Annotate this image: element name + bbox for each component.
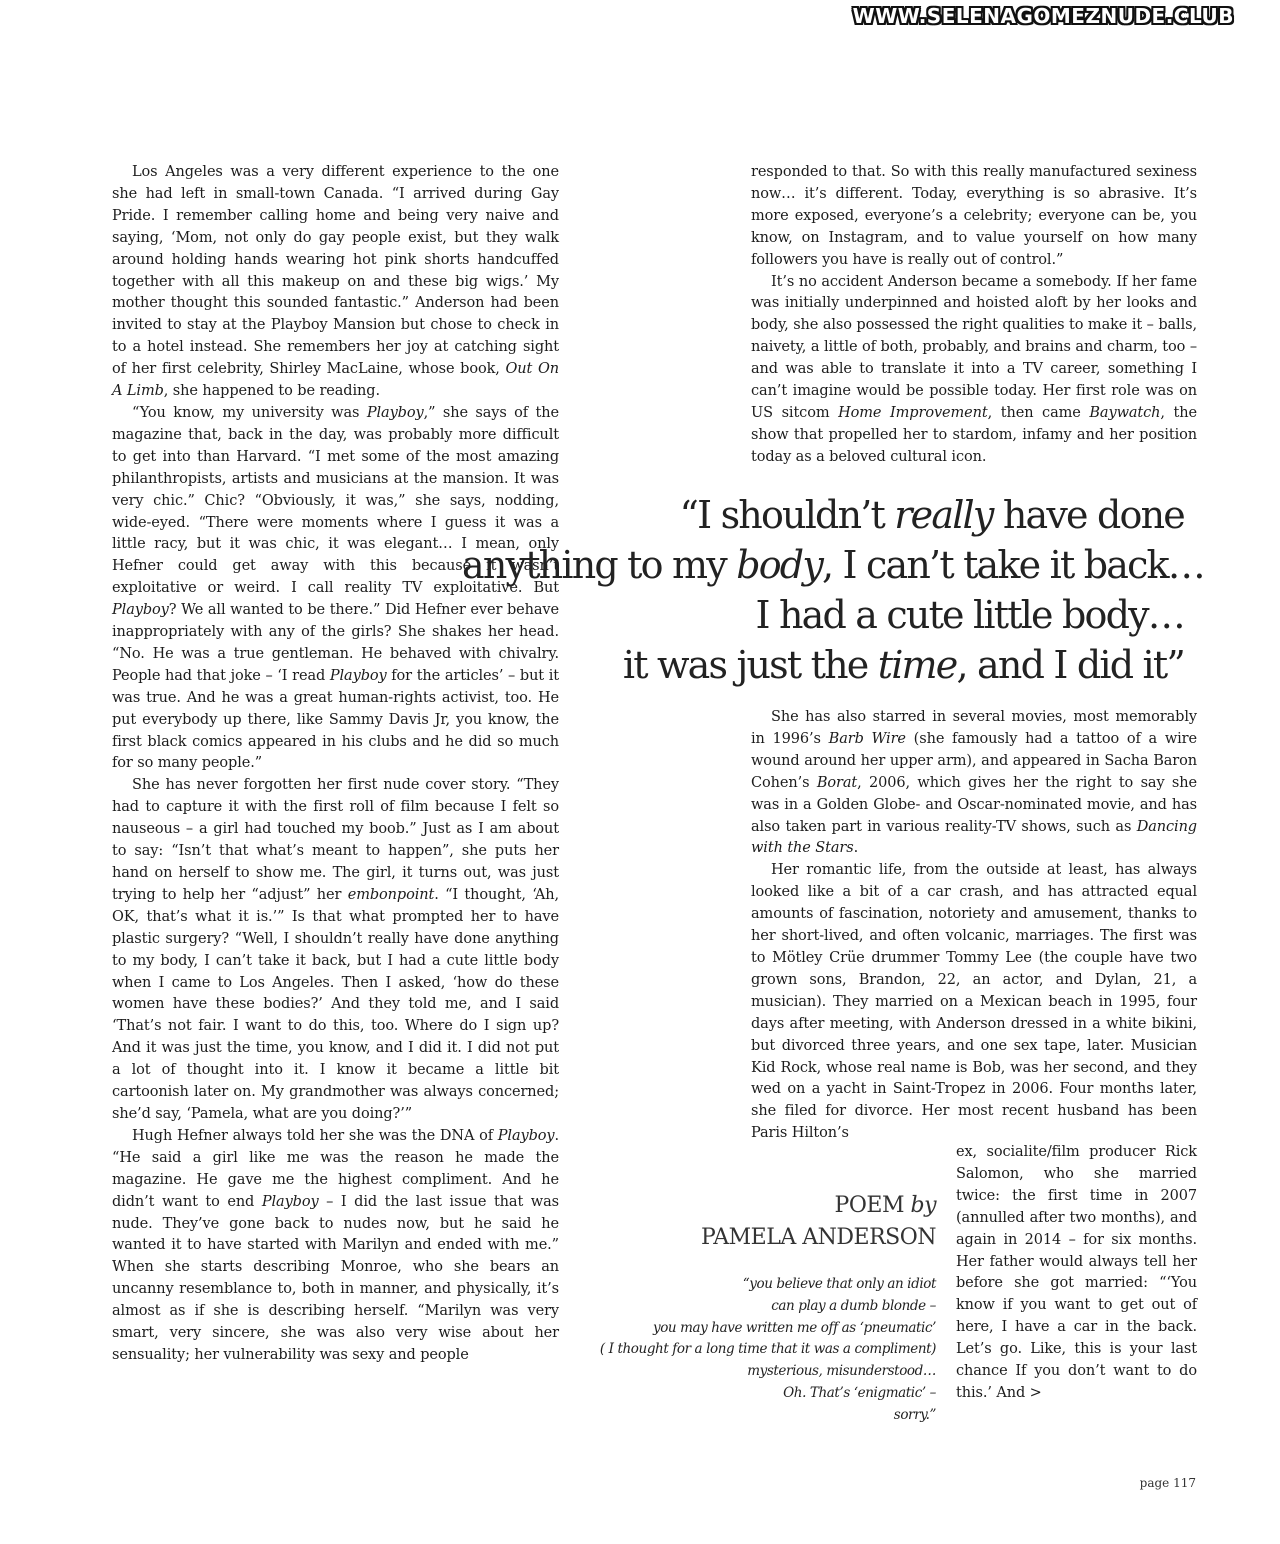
article-paragraph: “You know, my university was Playboy,” she says of the magazine that, back in the day, was probably more difficult to get into than Harvard. “I met some of the most amazing philanthropists, artists and musicians at the mansion. It was very chic.” Chic? “Obviously, it was,” she says, nodding, wide-eyed. “There were moments where I guess it was a little racy, but it was chic, it was elegant… I mean, only Hefner could get away with this because it wasn’t exploitative or weird. I call reality TV exploitative. But Playboy? We all wanted to be there.” Did Hefner ever behave inappropriately with any of the girls? She shakes her head. “No. He was a true gentleman. He behaved with chivalry. People had that joke – ‘I read Playboy for the articles’ – but it was true. And he was a great human-rights activist, too. He put everybody up there, like Sammy Davis Jr, you know, the first black comics appeared in his clubs and he did so much for so many people.” <box>112 404 559 772</box>
article-right-narrow-column <box>956 1142 1197 1405</box>
pull-quote <box>462 490 1204 690</box>
poem-line: you may have written me off as ‘pneumatic’ <box>652 1319 936 1336</box>
article-paragraph: She has also starred in several movies, most memorably in 1996’s Barb Wire (she famously had a tattoo of a wire wound around her upper arm), and appeared in Sacha Baron Cohen’s Borat, 2006, which gives her the right to say she was in a Golden Globe- and Oscar-nominated movie, and has also taken part in various reality-TV shows, such as Dancing with the Stars. <box>751 709 1197 857</box>
article-paragraph: It’s no accident Anderson became a somebody. If her fame was initially underpinned and hoisted aloft by her looks and body, she also possessed the right qualities to make it – balls, naivety, a little of both, probably, and brains and charm, too – and was able to translate it into a TV career, something I can’t imagine would be possible today. Her first role was on US sitcom Home Improvement, then came Baywatch, the show that propelled her to stardom, infamy and her position today as a beloved cultural icon. <box>751 273 1197 465</box>
poem-line: can play a dumb blonde – <box>771 1297 936 1314</box>
poem-line: sorry.” <box>893 1406 936 1423</box>
page-number: page 117 <box>1139 1476 1196 1490</box>
pull-quote-line: I had a cute little body… <box>755 593 1184 637</box>
article-paragraph: responded to that. So with this really manufactured sexiness now… it’s different. Today, everything is so abrasive. It’s more exposed, everyone’s a celebrity; everyone can be, you know, on Instagram, and to value yourself on how many followers you have is really out of control.” <box>751 164 1197 268</box>
article-paragraph: Her romantic life, from the outside at least, has always looked like a bit of a car crash, and has attracted equal amounts of fascination, notoriety and amusement, thanks to her short-lived, and often volcanic, marriages. The first was to Mötley Crüe drummer Tommy Lee (the couple have two grown sons, Brandon, 22, an actor, and Dylan, 21, a musician). They married on a Mexican beach in 1995, four days after meeting, with Anderson dressed in a white bikini, but divorced three years, and one sex tape, later. Musician Kid Rock, whose real name is Bob, was her second, and they wed on a yacht in Saint-Tropez in 2006. Four months later, she filed for divorce. Her most recent husband has been Paris Hilton’s <box>751 862 1197 1142</box>
poem-line: “you believe that only an idiot <box>742 1276 936 1292</box>
poem-text <box>560 1274 936 1427</box>
poem-line: ( I thought for a long time that it was a compliment) <box>599 1341 936 1358</box>
poem-heading <box>640 1190 936 1254</box>
article-paragraph: She has never forgotten her first nude cover story. “They had to capture it with the first roll of film because I felt so nauseous – a girl had touched my boob.” Just as I am about to say: “Isn’t that what’s meant to happen”, she puts her hand on herself to show me. The girl, it turns out, was just trying to help her “adjust” her embonpoint. “I thought, ‘Ah, OK, that’s what it is.’” Is that what prompted her to have plastic surgery? “Well, I shouldn’t really have done anything to my body, I can’t take it back, but I had a cute little body when I came to Los Angeles. Then I asked, ‘how do these women have these bodies?’ And they told me, and I said ‘That’s not fair. I want to do this, too. Where do I sign up? And it was just the time, you know, and I did it. I did not put a lot of thought into it. I know it became a little bit cartoonish later on. My grandmother was always concerned; she’d say, ‘Pamela, what are you doing?’” <box>112 777 559 1122</box>
poem-line: Oh. That’s ‘enigmatic’ – <box>783 1384 936 1401</box>
poem-author: PAMELA ANDERSON <box>700 1225 936 1250</box>
poem-title-line <box>640 1190 936 1222</box>
article-right-column-top <box>751 162 1197 469</box>
poem-by: by <box>910 1193 936 1218</box>
pull-quote-line: anything to my body, I can’t take it back… <box>462 543 1204 587</box>
article-right-column-bottom <box>751 707 1197 1145</box>
article-paragraph: ex, socialite/film producer Rick Salomon, who she married twice: the first time in 2007 (annulled after two months), and again in 2014 – for six months. Her father would always tell her before she got married: “‘You know if you want to get out of here, I have a car in the back. Let’s go. Like, this is your last chance If you don’t want to do this.’ And > <box>956 1144 1197 1401</box>
article-paragraph: Hugh Hefner always told her she was the DNA of Playboy. “He said a girl like me was the reason he made the magazine. He gave me the highest compliment. And he didn’t want to end Playboy – I did the last issue that was nude. They’ve gone back to nudes now, but he said he wanted it to have started with Marilyn and ended with me.” When she starts describing Monroe, who she bears an uncanny resemblance to, both in manner, and physically, it’s almost as if she is describing herself. “Marilyn was very smart, very sincere, she was also very wise about her sensuality; her vulnerability was sexy and people <box>112 1127 559 1363</box>
site-watermark: WWW.SELENAGOMEZNUDE.CLUB <box>852 4 1234 28</box>
article-left-column <box>112 162 559 1367</box>
pull-quote-line: “I shouldn’t really have done <box>679 493 1184 537</box>
pull-quote-line: it was just the time, and I did it” <box>622 643 1184 687</box>
article-paragraph: Los Angeles was a very different experience to the one she had left in small-town Canada. “I arrived during Gay Pride. I remember calling home and being very naive and saying, ‘Mom, not only do gay people exist, but they walk around holding hands wearing hot pink shorts handcuffed together with all this makeup on and these big wigs.’ My mother thought this sounded fantastic.” Anderson had been invited to stay at the Playboy Mansion but chose to check in to a hotel instead. She remembers her joy at catching sight of her first celebrity, Shirley MacLaine, whose book, Out On A Limb, she happened to be reading. <box>112 164 559 400</box>
poem-line: mysterious, misunderstood… <box>747 1363 936 1380</box>
poem-title: POEM <box>834 1193 904 1218</box>
